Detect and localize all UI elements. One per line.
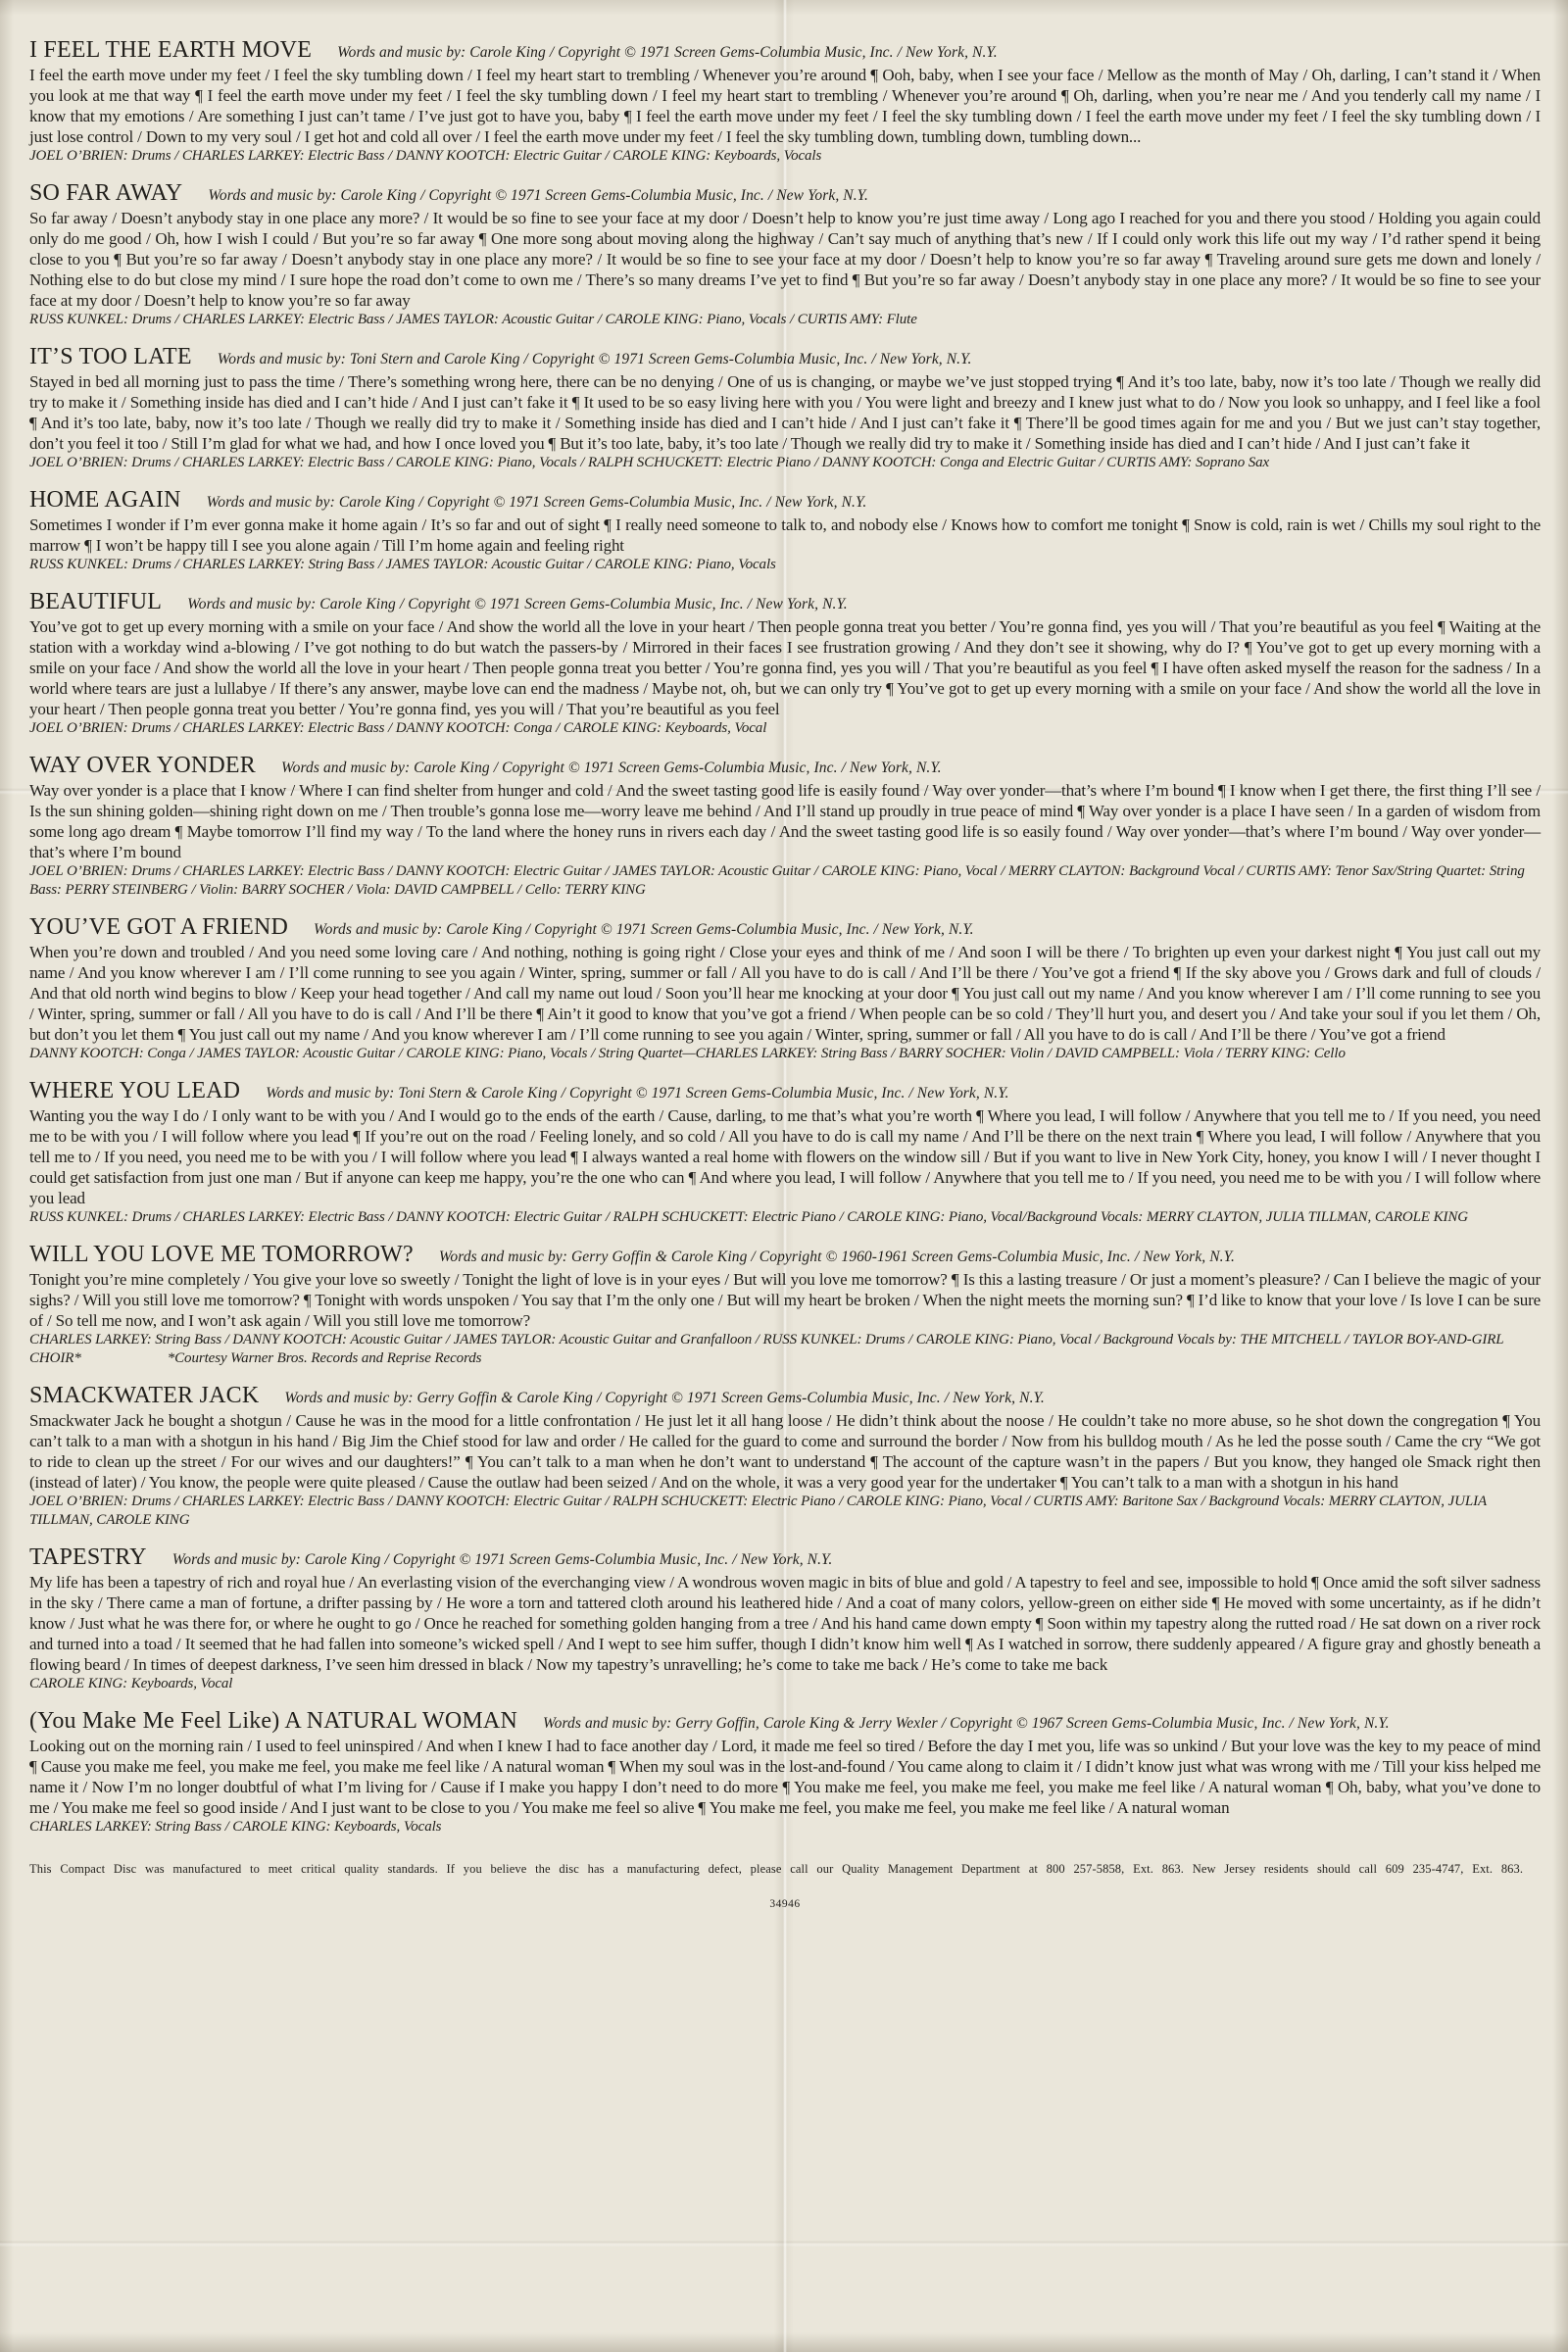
song-credit: Words and music by: Toni Stern and Carole King / Copyright © 1971 Screen Gems-Columbia Music, Inc. / New York, N.Y. [217, 351, 972, 368]
song-section-i-feel-the-earth-move [29, 37, 1541, 166]
song-lyrics: Wanting you the way I do / I only want to be with you / And I would go to the ends of the earth / Cause, darling, to me that’s what you’re worth ¶ Where you lead, I will follow / Anywhere that you tell me to / If you need, you need me to be with you / I will follow where you lead ¶ If you’re out on the road / Feeling lonely, and so cold / All you have to do is call my name / And I’ll be there on the next train ¶ Where you lead, I will follow / Anywhere that you tell me to / If you need, you need me to be with you / I will follow where you lead ¶ I always wanted a real home with flowers on the window sill / But if you want to live in New York City, honey, you know I will / I never thought I could get satisfaction from just one man / But if anyone can keep me happy, you’re the one who can ¶ And where you lead, I will follow / Anywhere that you tell me to / If you need, you need me to be with you / I will follow where you lead [29, 1106, 1541, 1207]
song-musicians: DANNY KOOTCH: Conga / JAMES TAYLOR: Acoustic Guitar / CAROLE KING: Piano, Vocals / String Quartet—CHARLES LARKEY: String Bass / BARRY SOCHER: Violin / DAVID CAMPBELL: Viola / TERRY KING: Cello [29, 1046, 1346, 1061]
song-lyrics: So far away / Doesn’t anybody stay in one place any more? / It would be so fine to see your face at my door / Doesn’t help to know you’re just time away / Long ago I reached for you and there you stood / Holding you again could only do me good / Oh, how I wish I could / But you’re so far away ¶ One more song about moving along the highway / Can’t say much of anything that’s new / If I could only work this life out my way / I’d rather spend it being close to you ¶ But you’re so far away / Doesn’t anybody stay in one place any more? / It would be so fine to see your face at my door / Doesn’t help to know you’re so far away ¶ Traveling around sure gets me down and lonely / Nothing else to do but close my mind / I sure hope the road don’t come to own me / There’s so many dreams I’ve yet to find ¶ But you’re so far away / Doesn’t anybody stay in one place any more? / It would be so fine to see your face at my door / Doesn’t help to know you’re so far away [29, 209, 1541, 310]
song-title: I FEEL THE EARTH MOVE [29, 37, 313, 63]
song-musicians: JOEL O’BRIEN: Drums / CHARLES LARKEY: Electric Bass / DANNY KOOTCH: Electric Guitar / JAMES TAYLOR: Acoustic Guitar / CAROLE KING: Piano, Vocal / MERRY CLAYTON: Background Vocal / CURTIS AMY: Tenor Sax/String Quartet: String Bass: PERRY STEINBERG / Violin: BARRY SOCHER / Viola: DAVID CAMPBELL / Cello: TERRY KING [29, 863, 1525, 898]
song-lyrics: Looking out on the morning rain / I used to feel uninspired / And when I knew I had to face another day / Lord, it made me feel so tired / Before the day I met you, life was so unkind / But your love was the key to my peace of mind ¶ Cause you make me feel, you make me feel, you make me feel like / A natural woman ¶ When my soul was in the lost-and-found / You came along to claim it / I didn’t know just what was wrong with me / Till your kiss helped me name it / Now I’m no longer doubtful of what I’m living for / Cause if I make you happy I don’t need to do more ¶ You make me feel, you make me feel, you make me feel like / A natural woman ¶ Oh, baby, what you’ve done to me / You make me feel so good inside / And I just want to be close to you / You make me feel so alive ¶ You make me feel, you make me feel, you make me feel like / A natural woman [29, 1737, 1541, 1817]
song-musicians: CAROLE KING: Keyboards, Vocal [29, 1676, 233, 1691]
song-header [29, 589, 1541, 615]
song-lyrics: You’ve got to get up every morning with a smile on your face / And show the world all the love in your heart / Then people gonna treat you better / You’re gonna find, yes you will / That you’re beautiful as you feel ¶ Waiting at the station with a workday wind a-blowing / I’ve got nothing to do but watch the passers-by / Mirrored in their faces I see frustration growing / And they don’t see it showing, why do I? ¶ You’ve got to get up every morning with a smile on your face / And show the world all the love in your heart / Then people gonna treat you better / You’re gonna find, yes you will / That you’re beautiful as you feel ¶ I have often asked myself the reason for the sadness / In a world where tears are just a lullabye / If there’s any answer, maybe love can end the madness / Maybe not, oh, but we can only try ¶ You’ve got to get up every morning with a smile on your face / And show the world all the love in your heart / Then people gonna treat you better / You’re gonna find, yes you will / That you’re beautiful as you feel [29, 617, 1541, 718]
song-header [29, 37, 1541, 64]
song-header [29, 344, 1541, 370]
song-musicians: RUSS KUNKEL: Drums / CHARLES LARKEY: Electric Bass / JAMES TAYLOR: Acoustic Guitar / CAROLE KING: Piano, Vocals / CURTIS AMY: Flute [29, 312, 917, 327]
song-section-so-far-away [29, 180, 1541, 329]
song-credit: Words and music by: Carole King / Copyright © 1971 Screen Gems-Columbia Music, Inc. / New York, N.Y. [187, 596, 848, 612]
catalog-number: 34946 [769, 1898, 801, 1910]
song-header [29, 753, 1541, 779]
song-title: IT’S TOO LATE [29, 344, 192, 369]
song-credit: Words and music by: Carole King / Copyright © 1971 Screen Gems-Columbia Music, Inc. / New York, N.Y. [206, 494, 867, 511]
song-section-tapestry [29, 1544, 1541, 1693]
song-musicians: JOEL O’BRIEN: Drums / CHARLES LARKEY: Electric Bass / DANNY KOOTCH: Electric Guitar / CAROLE KING: Keyboards, Vocals [29, 148, 822, 164]
song-header [29, 1708, 1541, 1735]
song-title: TAPESTRY [29, 1544, 147, 1570]
song-header [29, 487, 1541, 514]
song-credit: Words and music by: Gerry Goffin & Carole King / Copyright © 1971 Screen Gems-Columbia Music, Inc. / New York, N.Y. [284, 1390, 1045, 1406]
song-section-a-natural-woman [29, 1708, 1541, 1837]
song-credit: Words and music by: Carole King / Copyright © 1971 Screen Gems-Columbia Music, Inc. / New York, N.Y. [172, 1551, 833, 1568]
song-lyrics: Stayed in bed all morning just to pass the time / There’s something wrong here, there can be no denying / One of us is changing, or maybe we’ve just stopped trying ¶ And it’s too late, baby, now it’s too late / Though we really did try to make it / Something inside has died and I can’t hide / And I just can’t fake it ¶ It used to be so easy living here with you / You were light and breezy and I knew just what to do / Now you look so unhappy, and I feel like a fool ¶ And it’s too late, baby, now it’s too late / Though we really did try to make it / Something inside has died and I can’t hide / And I just can’t fake it ¶ There’ll be good times again for me and you / But we just can’t stay together, don’t you feel it too / Still I’m glad for what we had, and how I once loved you ¶ But it’s too late, baby, it’s too late / Though we really did try to make it / Something inside has died and I can’t hide / And I just can’t fake it [29, 372, 1541, 453]
song-section-smackwater-jack [29, 1383, 1541, 1530]
song-header [29, 1383, 1541, 1409]
song-musicians: RUSS KUNKEL: Drums / CHARLES LARKEY: Electric Bass / DANNY KOOTCH: Electric Guitar / RALPH SCHUCKETT: Electric Piano / CAROLE KING: Piano, Vocal/Background Vocals: MERRY CLAYTON, JULIA TILLMAN, CAROLE KING [29, 1209, 1469, 1225]
song-title: WILL YOU LOVE ME TOMORROW? [29, 1242, 414, 1267]
song-section-where-you-lead [29, 1078, 1541, 1227]
song-musicians [29, 1331, 1541, 1368]
song-credit: Words and music by: Carole King / Copyright © 1971 Screen Gems-Columbia Music, Inc. / New York, N.Y. [314, 921, 974, 938]
song-musicians: RUSS KUNKEL: Drums / CHARLES LARKEY: String Bass / JAMES TAYLOR: Acoustic Guitar / CAROLE KING: Piano, Vocals [29, 557, 776, 572]
song-section-way-over-yonder [29, 753, 1541, 900]
song-header [29, 1242, 1541, 1268]
song-credit: Words and music by: Gerry Goffin & Carole King / Copyright © 1960-1961 Screen Gems-Columbia Music, Inc. / New York, N.Y. [438, 1249, 1235, 1265]
song-section-beautiful [29, 589, 1541, 738]
song-lyrics: When you’re down and troubled / And you need some loving care / And nothing, nothing is going right / Close your eyes and think of me / And soon I will be there / To brighten up even your darkest night ¶ You just call out my name / And you know wherever I am / I’ll come running to see you again / Winter, spring, summer or fall / All you have to do is call / And I’ll be there / You’ve got a friend ¶ If the sky above you / Grows dark and full of clouds / And that old north wind begins to blow / Keep your head together / And call my name out loud / Soon you’ll hear me knocking at your door ¶ You just call out my name / And you know wherever I am / I’ll come running to see you / Winter, spring, summer or fall / All you have to do is call / And I’ll be there ¶ Ain’t it good to know that you’ve got a friend / When people can be so cold / They’ll hurt you, and desert you / And take your soul if you let them / Oh, but don’t you let them ¶ You just call out my name / And you know wherever I am / I’ll come running to see you again / Winter, spring, summer or fall / All you have to do is call / And I’ll be there / You’ve got a friend [29, 943, 1541, 1044]
song-header [29, 180, 1541, 207]
song-title: SMACKWATER JACK [29, 1383, 260, 1408]
song-credit: Words and music by: Toni Stern & Carole King / Copyright © 1971 Screen Gems-Columbia Music, Inc. / New York, N.Y. [266, 1085, 1009, 1102]
song-credit: Words and music by: Carole King / Copyright © 1971 Screen Gems-Columbia Music, Inc. / New York, N.Y. [281, 760, 942, 776]
song-section-will-you-love-me-tomorrow [29, 1242, 1541, 1368]
song-section-youve-got-a-friend [29, 914, 1541, 1063]
song-lyrics: I feel the earth move under my feet / I feel the sky tumbling down / I feel my heart start to trembling / Whenever you’re around ¶ Ooh, baby, when I see your face / Mellow as the month of May / Oh, darling, I can’t stand it / When you look at me that way ¶ I feel the earth move under my feet / I feel the sky tumbling down / I feel my heart start to trembling / Whenever you’re around ¶ Oh, darling, when you’re near me / And you tenderly call my name / I know that my emotions / Are something I just can’t tame / I’ve just got to have you, baby ¶ I feel the earth move under my feet / I feel the sky tumbling down / I feel the earth move under my feet / I feel the sky tumbling down / I just lose control / Down to my very soul / I get hot and cold all over / I feel the earth move under my feet / I feel the sky tumbling down, tumbling down, tumbling down... [29, 66, 1541, 146]
song-title: WHERE YOU LEAD [29, 1078, 241, 1103]
song-title: BEAUTIFUL [29, 589, 163, 614]
song-musicians: CHARLES LARKEY: String Bass / CAROLE KING: Keyboards, Vocals [29, 1819, 442, 1835]
song-musicians: JOEL O’BRIEN: Drums / CHARLES LARKEY: Electric Bass / DANNY KOOTCH: Conga / CAROLE KING: Keyboards, Vocal [29, 720, 767, 736]
song-lyrics: My life has been a tapestry of rich and royal hue / An everlasting vision of the everchanging view / A wondrous woven magic in bits of blue and gold / A tapestry to feel and see, impossible to hold ¶ Once amid the soft silver sadness in the sky / There came a man of fortune, a drifter passing by / He wore a torn and tattered cloth around his leathered hide / And a coat of many colors, yellow-green on either side ¶ He moved with some uncertainty, as if he didn’t know / Just what he was there for, or where he ought to go / Once he reached for something golden hanging from a tree / And his hand came down empty ¶ Soon within my tapestry along the rutted road / He sat down on a river rock and turned into a toad / It seemed that he had fallen into someone’s wicked spell / And I wept to see him suffer, though I didn’t know him well ¶ As I watched in sorrow, there suddenly appeared / A figure gray and ghostly beneath a flowing beard / In times of deepest darkness, I’ve seen him dressed in black / Now my tapestry’s unravelling; he’s come to take me back / He’s come to take me back [29, 1573, 1541, 1674]
page-footer [29, 1862, 1541, 1910]
song-header [29, 1544, 1541, 1571]
song-title: WAY OVER YONDER [29, 753, 256, 778]
quality-notice: This Compact Disc was manufactured to meet critical quality standards. If you believe the disc has a manufacturing defect, please call our Quality Management Department at 800 257-5858, Ext. 863. New Jersey residents should call 609 235-4747, Ext. 863. [29, 1862, 1524, 1876]
song-credit: Words and music by: Carole King / Copyright © 1971 Screen Gems-Columbia Music, Inc. / New York, N.Y. [337, 44, 998, 61]
song-lyrics: Tonight you’re mine completely / You give your love so sweetly / Tonight the light of love is in your eyes / But will you love me tomorrow? ¶ Is this a lasting treasure / Or just a moment’s pleasure? / Can I believe the magic of your sighs? / Will you still love me tomorrow? ¶ Tonight with words unspoken / You say that I’m the only one / But will my heart be broken / When the night meets the morning sun? ¶ I’d like to know that your love / Is love I can be sure of / So tell me now, and I won’t ask again / Will you still love me tomorrow? [29, 1270, 1541, 1330]
song-title: SO FAR AWAY [29, 180, 183, 206]
song-title: YOU’VE GOT A FRIEND [29, 914, 289, 940]
song-header [29, 1078, 1541, 1104]
song-title: HOME AGAIN [29, 487, 181, 513]
song-lyrics: Sometimes I wonder if I’m ever gonna make it home again / It’s so far and out of sight ¶ I really need someone to talk to, and nobody else / Knows how to comfort me tonight ¶ Snow is cold, rain is wet / Chills my soul right to the marrow ¶ I won’t be happy till I see you alone again / Till I’m home again and feeling right [29, 515, 1541, 555]
song-musicians: JOEL O’BRIEN: Drums / CHARLES LARKEY: Electric Bass / CAROLE KING: Piano, Vocals / RALPH SCHUCKETT: Electric Piano / DANNY KOOTCH: Conga and Electric Guitar / CURTIS AMY: Soprano Sax [29, 455, 1270, 470]
song-credit: Words and music by: Gerry Goffin, Carole King & Jerry Wexler / Copyright © 1967 Screen Gems-Columbia Music, Inc. / New York, N.Y. [543, 1715, 1390, 1732]
song-header [29, 914, 1541, 941]
song-credit: Words and music by: Carole King / Copyright © 1971 Screen Gems-Columbia Music, Inc. / New York, N.Y. [208, 187, 868, 204]
song-musicians: JOEL O’BRIEN: Drums / CHARLES LARKEY: Electric Bass / DANNY KOOTCH: Electric Guitar / RALPH SCHUCKETT: Electric Piano / CAROLE KING: Piano, Vocal / CURTIS AMY: Baritone Sax / Background Vocals: MERRY CLAYTON, JULIA TILLMAN, CAROLE KING [29, 1494, 1487, 1528]
song-lyrics: Way over yonder is a place that I know / Where I can find shelter from hunger and cold / And the sweet tasting good life is easily found / Way over yonder—that’s where I’m bound ¶ I know when I get there, the first thing I’ll see / Is the sun shining golden—shining right down on me / Then trouble’s gonna lose me—worry leave me behind / And I’ll stand up proudly in true peace of mind ¶ Way over yonder is a place I have seen / In a garden of wisdom from some long ago dream ¶ Maybe tomorrow I’ll find my way / To the land where the honey runs in rivers each day / And the sweet tasting good life is so easily found / Way over yonder—that’s where I’m bound / Way over yonder—that’s where I’m bound [29, 781, 1541, 861]
song-lyrics: Smackwater Jack he bought a shotgun / Cause he was in the mood for a little confrontation / He just let it all hang loose / He didn’t think about the noose / He couldn’t take no more abuse, so he shot down the congregation ¶ You can’t talk to a man with a shotgun in his hand / Big Jim the Chief stood for law and order / He called for the guard to come and surround the border / Now from his bulldog mouth / As he led the posse south / Came the cry “We got to ride to clean up the street / For our wives and our daughters!” ¶ You can’t talk to a man when he don’t want to understand ¶ The account of the capture wasn’t in the papers / But you know, they hanged ole Smack right then (instead of later) / You know, the people were quite pleased / Cause the outlaw had been seized / And on the whole, it was a very good year for the undertaker ¶ You can’t talk to a man with a shotgun in his hand [29, 1411, 1541, 1492]
song-musicians-text: CHARLES LARKEY: String Bass / DANNY KOOTCH: Acoustic Guitar / JAMES TAYLOR: Acoustic Guitar and Granfalloon / RUSS KUNKEL: Drums / CAROLE KING: Piano, Vocal / Background Vocals by: THE MITCHELL / TAYLOR BOY-AND-GIRL CHOIR* [29, 1332, 1504, 1366]
courtesy-note: *Courtesy Warner Bros. Records and Reprise Records [167, 1350, 482, 1366]
song-section-home-again [29, 487, 1541, 574]
song-section-its-too-late [29, 344, 1541, 472]
song-title: (You Make Me Feel Like) A NATURAL WOMAN [29, 1708, 517, 1734]
